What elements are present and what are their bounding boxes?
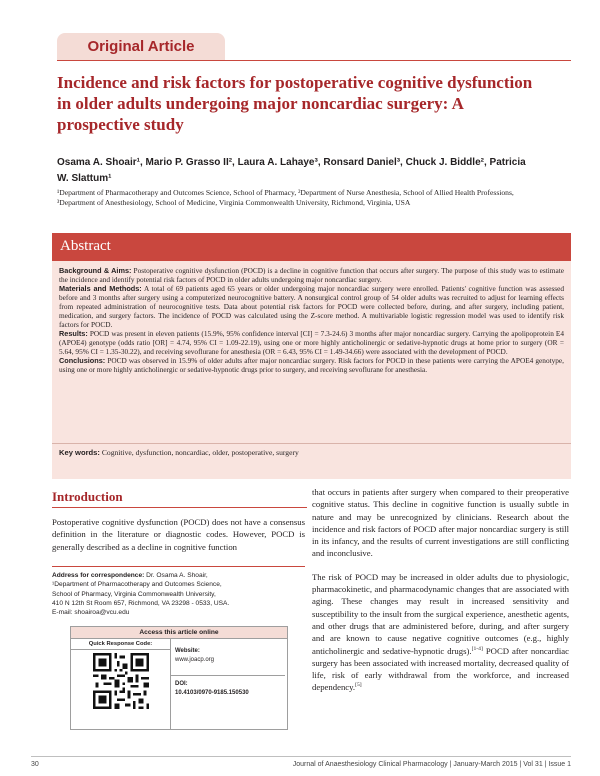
access-heading: Access this article online xyxy=(71,627,287,639)
correspondence-line3: 410 N 12th St Room 657, Richmond, VA 23298 - 0533, USA. xyxy=(52,599,230,607)
intro-paragraph-1: that occurs in patients after surgery when compared to their preoperative cognitive status. This decline in cognitive function is usually subtle in nature and may be unrecognized by clinicians. Research about the incidence and risk factors of POCD after major noncardiac surgery is still in its infancy, and the results of current investigations are still conflicting and inconclusive. xyxy=(312,487,569,559)
article-title: Incidence and risk factors for postoperative cognitive dysfunction in older adults undergoing major noncardiac surgery: A prospective study xyxy=(57,73,533,134)
qr-label: Quick Response Code: xyxy=(71,639,170,650)
methods-text: A total of 69 patients aged 65 years or older undergoing major noncardiac surgery were enrolled. Patients' cognitive function was assessed before and 3 months after surgery using a computerized neurocognitive battery. A nonsurgical control group of 54 older adults was recruited to adjust for learning effects from repeated administration of neurocognitive tests. Data about potential risk factors for POCD were collected before, during, and after surgery, including patient, medication, and surgery factors. The incidence of POCD was calculated using the Z-score method. A multivariable logistic regression model was used to identify risk factors for POCD. xyxy=(59,284,565,329)
keywords-text: Cognitive, dysfunction, noncardiac, older, postoperative, surgery xyxy=(101,448,299,457)
affiliations: ¹Department of Pharmacotherapy and Outcomes Science, School of Pharmacy, ²Department of Nurse Anesthesia, School of Allied Health Professions, ³Department of Anesthesiology, School of Medicine, Virginia Commonwealth University, Richmond, Virginia, USA xyxy=(57,188,514,207)
doi-link[interactable]: 10.4103/0970-9185.150530 xyxy=(175,690,249,696)
correspondence-name: Dr. Osama A. Shoair, xyxy=(144,572,208,579)
intro-paragraph-2 xyxy=(312,571,569,694)
keywords-label: Key words: xyxy=(59,448,100,457)
methods-label: Materials and Methods: xyxy=(59,284,142,293)
website-label: Website: xyxy=(175,648,200,654)
correspondence-block xyxy=(52,566,305,617)
conclusions-label: Conclusions: xyxy=(59,356,106,365)
author-list: Osama A. Shoair¹, Mario P. Grasso II², Laura A. Lahaye³, Ronsard Daniel³, Chuck J. Biddle², Patricia W. Slattum¹ xyxy=(57,157,526,184)
intro-p2-tail: POCD after noncardiac surgery has been associated with increased mortality, decreased quality of life, risk of early withdrawal from the workforce, and increased dependency. xyxy=(312,645,569,693)
background-text: Postoperative cognitive dysfunction (POCD) is a decline in cognitive function that occurs after surgery. The purpose of this study was to estimate the incidence and identify potential risk factors of POCD in older adults undergoing major noncardiac surgery. xyxy=(59,266,564,284)
abstract-methods xyxy=(59,284,564,329)
results-label: Results: xyxy=(59,329,88,338)
correspondence-header xyxy=(52,571,305,580)
keywords xyxy=(52,443,571,479)
results-text: POCD was present in eleven patients (15.9%, 95% confidence interval [CI] = 7.3-24.6) 3 months after major noncardiac surgery. Carrying the apolipoprotein E4 (APOE4) genotype (odds ratio [OR] = 4.74, 95% CI = 1.09-22.19), using one or more highly anticholinergic or sedative-hypnotic drugs at home prior to surgery (OR = 5.64, 95% CI = 1.35-30.22), and receiving sevoflurane for anesthesia (OR = 6.43, 95% CI = 1.49-34.66) were associated with the development of POCD. xyxy=(59,329,564,356)
intro-right-column xyxy=(312,486,569,694)
doi-label: DOI: xyxy=(175,681,188,687)
header-divider xyxy=(57,60,571,61)
abstract-conclusions xyxy=(59,356,564,374)
introduction-heading: Introduction xyxy=(52,489,123,504)
citation-5[interactable]: [5] xyxy=(355,682,362,689)
journal-info: Journal of Anaesthesiology Clinical Pharmacology | January-March 2015 | Vol 31 | Issue 1 xyxy=(292,761,571,768)
abstract-heading: Abstract xyxy=(60,238,111,254)
correspondence-line1: ¹Department of Pharmacotherapy and Outcomes Science, xyxy=(52,581,222,589)
footer-divider xyxy=(31,756,571,757)
qr-code-icon[interactable] xyxy=(93,653,149,709)
abstract-heading-bar xyxy=(52,233,571,261)
correspondence-email[interactable]: E-mail: shoairoa@vcu.edu xyxy=(52,609,130,617)
conclusions-text: POCD was observed in 15.9% of older adults after major noncardiac surgery. Risk factors for POCD in these patients were carrying the APOE4 genotype, using one or more highly anticholinergic or sedative-hypnotic drugs prior to surgery, and receiving sevoflurane for anesthesia. xyxy=(59,356,564,374)
access-separator xyxy=(171,675,285,676)
page-number: 30 xyxy=(31,761,39,768)
intro-p2-text: The risk of POCD may be increased in older adults due to physiologic, pharmacokinetic, and pharmacodynamic changes that are associated with aging. These changes may result in increased sensitivity and susceptibility to the insult from the surgical experience, anesthetic agents, and other drugs that are administered before, during, and after surgery and are known to cause negative cognitive outcomes (e.g., highly anticholinergic and sedative-hypnotic drugs). xyxy=(312,571,569,656)
citation-1-4[interactable]: [1-4] xyxy=(471,645,483,652)
qr-panel xyxy=(71,639,171,730)
article-type-label: Original Article xyxy=(87,38,195,55)
correspondence-line2: School of Pharmacy, Virginia Commonwealth University, xyxy=(52,590,216,598)
background-label: Background & Aims: xyxy=(59,266,132,275)
correspondence-label: Address for correspondence: xyxy=(52,572,145,579)
article-type-tab xyxy=(57,33,225,60)
abstract-background xyxy=(59,266,564,284)
abstract-results xyxy=(59,329,564,356)
introduction-heading-bar xyxy=(52,488,307,508)
website-link[interactable]: www.joacp.org xyxy=(175,657,215,663)
access-online-box xyxy=(70,626,288,730)
access-details xyxy=(175,647,285,698)
intro-left-column: Postoperative cognitive dysfunction (POCD) does not have a consensus definition in the literature or diagnostic codes. However, POCD is generally described as a decline in cognitive function xyxy=(52,517,305,552)
